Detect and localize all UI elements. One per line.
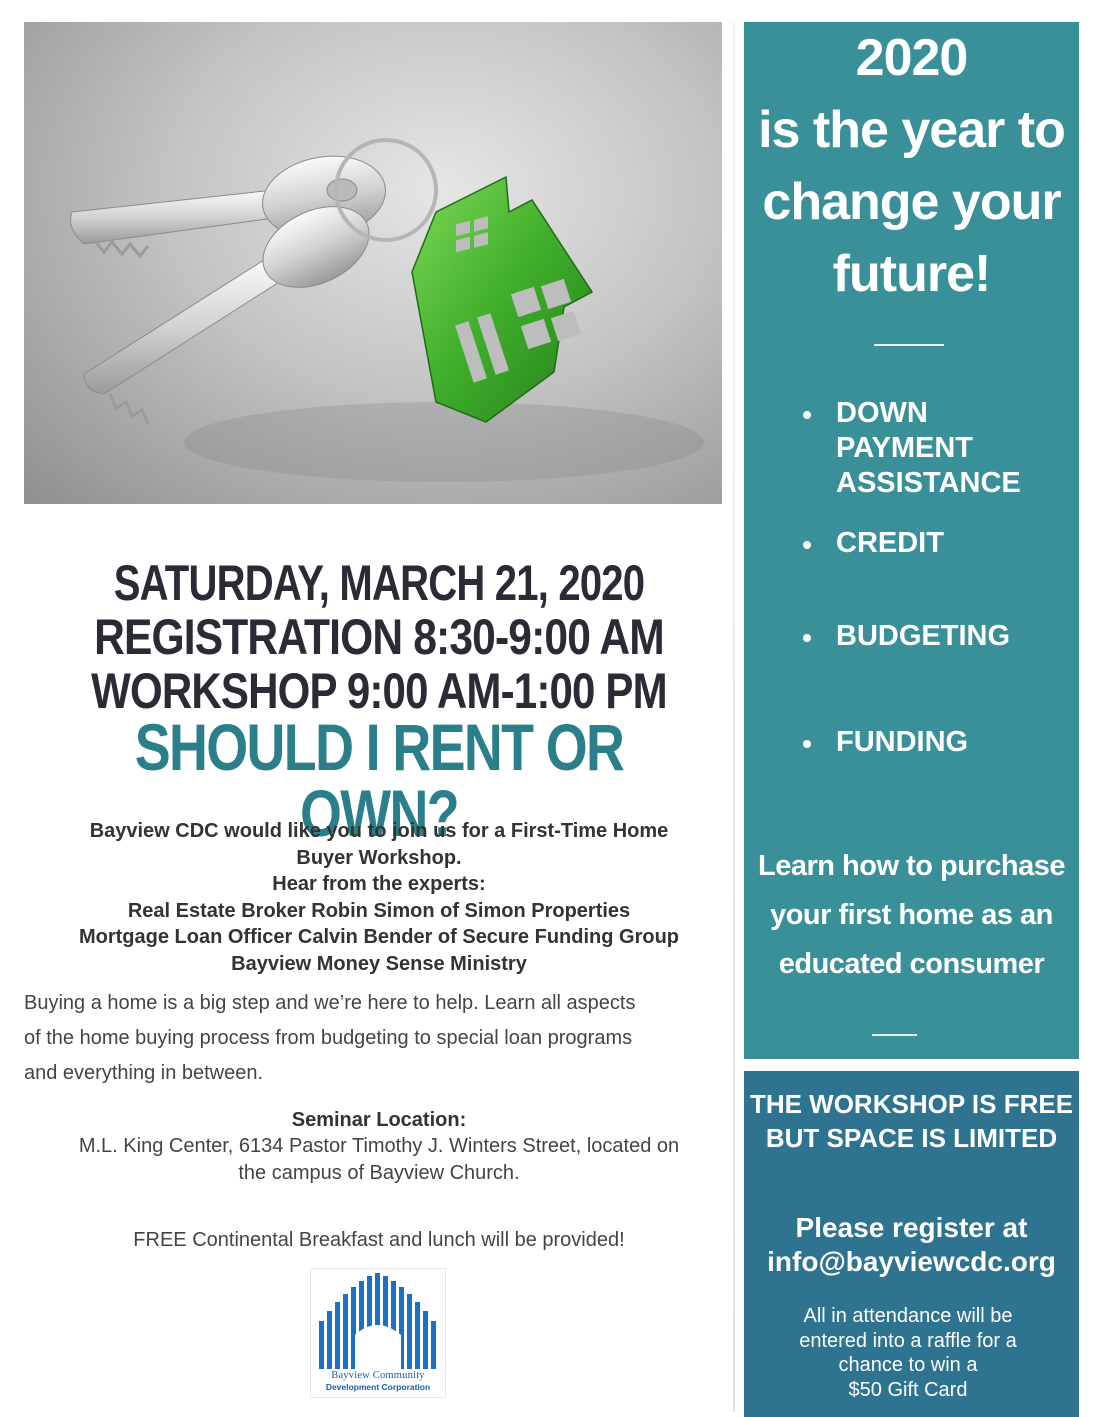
workshop-time: WORKSHOP 9:00 AM-1:00 PM bbox=[91, 663, 667, 719]
breakfast-note: FREE Continental Breakfast and lunch will be provided! bbox=[133, 1229, 625, 1251]
house-keys-illustration bbox=[24, 22, 722, 504]
learn-line: Learn how to purchase bbox=[758, 850, 1065, 882]
raffle-note bbox=[770, 1304, 1046, 1402]
sidebar-title-line: change your bbox=[762, 173, 1061, 231]
intro-line: Bayview Money Sense Ministry bbox=[231, 952, 527, 975]
topic-label: BUDGETING bbox=[836, 620, 1010, 652]
main-question: SHOULD I RENT OR OWN? bbox=[134, 710, 624, 850]
register-info bbox=[744, 1211, 1079, 1279]
intro-line: Buyer Workshop. bbox=[296, 846, 462, 869]
paragraph-line: Buying a home is a big step and we’re here to help. Learn all aspects bbox=[24, 992, 636, 1014]
topic-label: CREDIT bbox=[836, 527, 944, 559]
topic-label: FUNDING bbox=[836, 726, 969, 758]
location-line: M.L. King Center, 6134 Pastor Timothy J. Winters Street, located on bbox=[78, 1135, 680, 1157]
paragraph-line: and everything in between. bbox=[24, 1062, 264, 1084]
free-line: THE WORKSHOP IS FREE bbox=[749, 1089, 1074, 1119]
location-title: Seminar Location: bbox=[291, 1109, 467, 1131]
learn-line: educated consumer bbox=[778, 948, 1045, 980]
logo-name: Bayview Community bbox=[331, 1370, 425, 1381]
learn-line: your first home as an bbox=[770, 899, 1053, 931]
sidebar-title-line: 2020 bbox=[855, 29, 968, 87]
location-line: the campus of Bayview Church. bbox=[238, 1162, 520, 1184]
register-email: info@bayviewcdc.org bbox=[767, 1246, 1056, 1277]
intro-line: Bayview CDC would like you to join us for a First-Time Home bbox=[89, 820, 669, 842]
sidebar-title bbox=[744, 22, 1079, 310]
location-address bbox=[24, 1133, 734, 1187]
free-workshop-notice bbox=[744, 1087, 1079, 1155]
bullet-dot-icon bbox=[803, 740, 811, 748]
raffle-line: chance to win a bbox=[838, 1354, 978, 1376]
learn-text bbox=[744, 842, 1079, 989]
topic-item bbox=[800, 396, 1070, 501]
bullet-dot-icon bbox=[803, 411, 811, 419]
column-divider bbox=[733, 22, 735, 1412]
sidebar-title-line: future! bbox=[832, 245, 991, 303]
topic-item bbox=[800, 526, 1070, 561]
paragraph-line: of the home buying process from budgeting to special loan programs bbox=[24, 1027, 633, 1049]
registration-time: REGISTRATION 8:30-9:00 AM bbox=[94, 609, 664, 665]
topic-item bbox=[800, 725, 1070, 760]
bullet-dot-icon bbox=[803, 634, 811, 642]
raffle-line: All in attendance will be bbox=[803, 1305, 1013, 1327]
logo-subtitle: Development Corporation bbox=[325, 1382, 431, 1392]
bayview-logo bbox=[310, 1268, 446, 1398]
intro-line: Hear from the experts: bbox=[272, 873, 486, 895]
raffle-line: $50 Gift Card bbox=[848, 1378, 968, 1401]
intro-line: Mortgage Loan Officer Calvin Bender of Secure Funding Group bbox=[78, 926, 680, 948]
bullet-dot-icon bbox=[803, 541, 811, 549]
topic-item bbox=[800, 619, 1070, 654]
free-line: BUT SPACE IS LIMITED bbox=[765, 1123, 1058, 1153]
keys-house-photo bbox=[24, 22, 722, 504]
topic-label: DOWN PAYMENT ASSISTANCE bbox=[836, 397, 1021, 499]
logo-arch-mark bbox=[311, 1269, 445, 1373]
description-paragraph bbox=[24, 986, 736, 1091]
register-label: Please register at bbox=[795, 1212, 1028, 1243]
event-date: SATURDAY, MARCH 21, 2020 bbox=[113, 555, 645, 611]
sidebar-rule bbox=[872, 1034, 917, 1036]
intro-block bbox=[24, 818, 734, 977]
sidebar-title-line: is the year to bbox=[758, 101, 1065, 159]
raffle-line: entered into a raffle for a bbox=[799, 1329, 1017, 1352]
sidebar-rule bbox=[874, 344, 944, 346]
intro-line: Real Estate Broker Robin Simon of Simon Properties bbox=[127, 899, 631, 922]
